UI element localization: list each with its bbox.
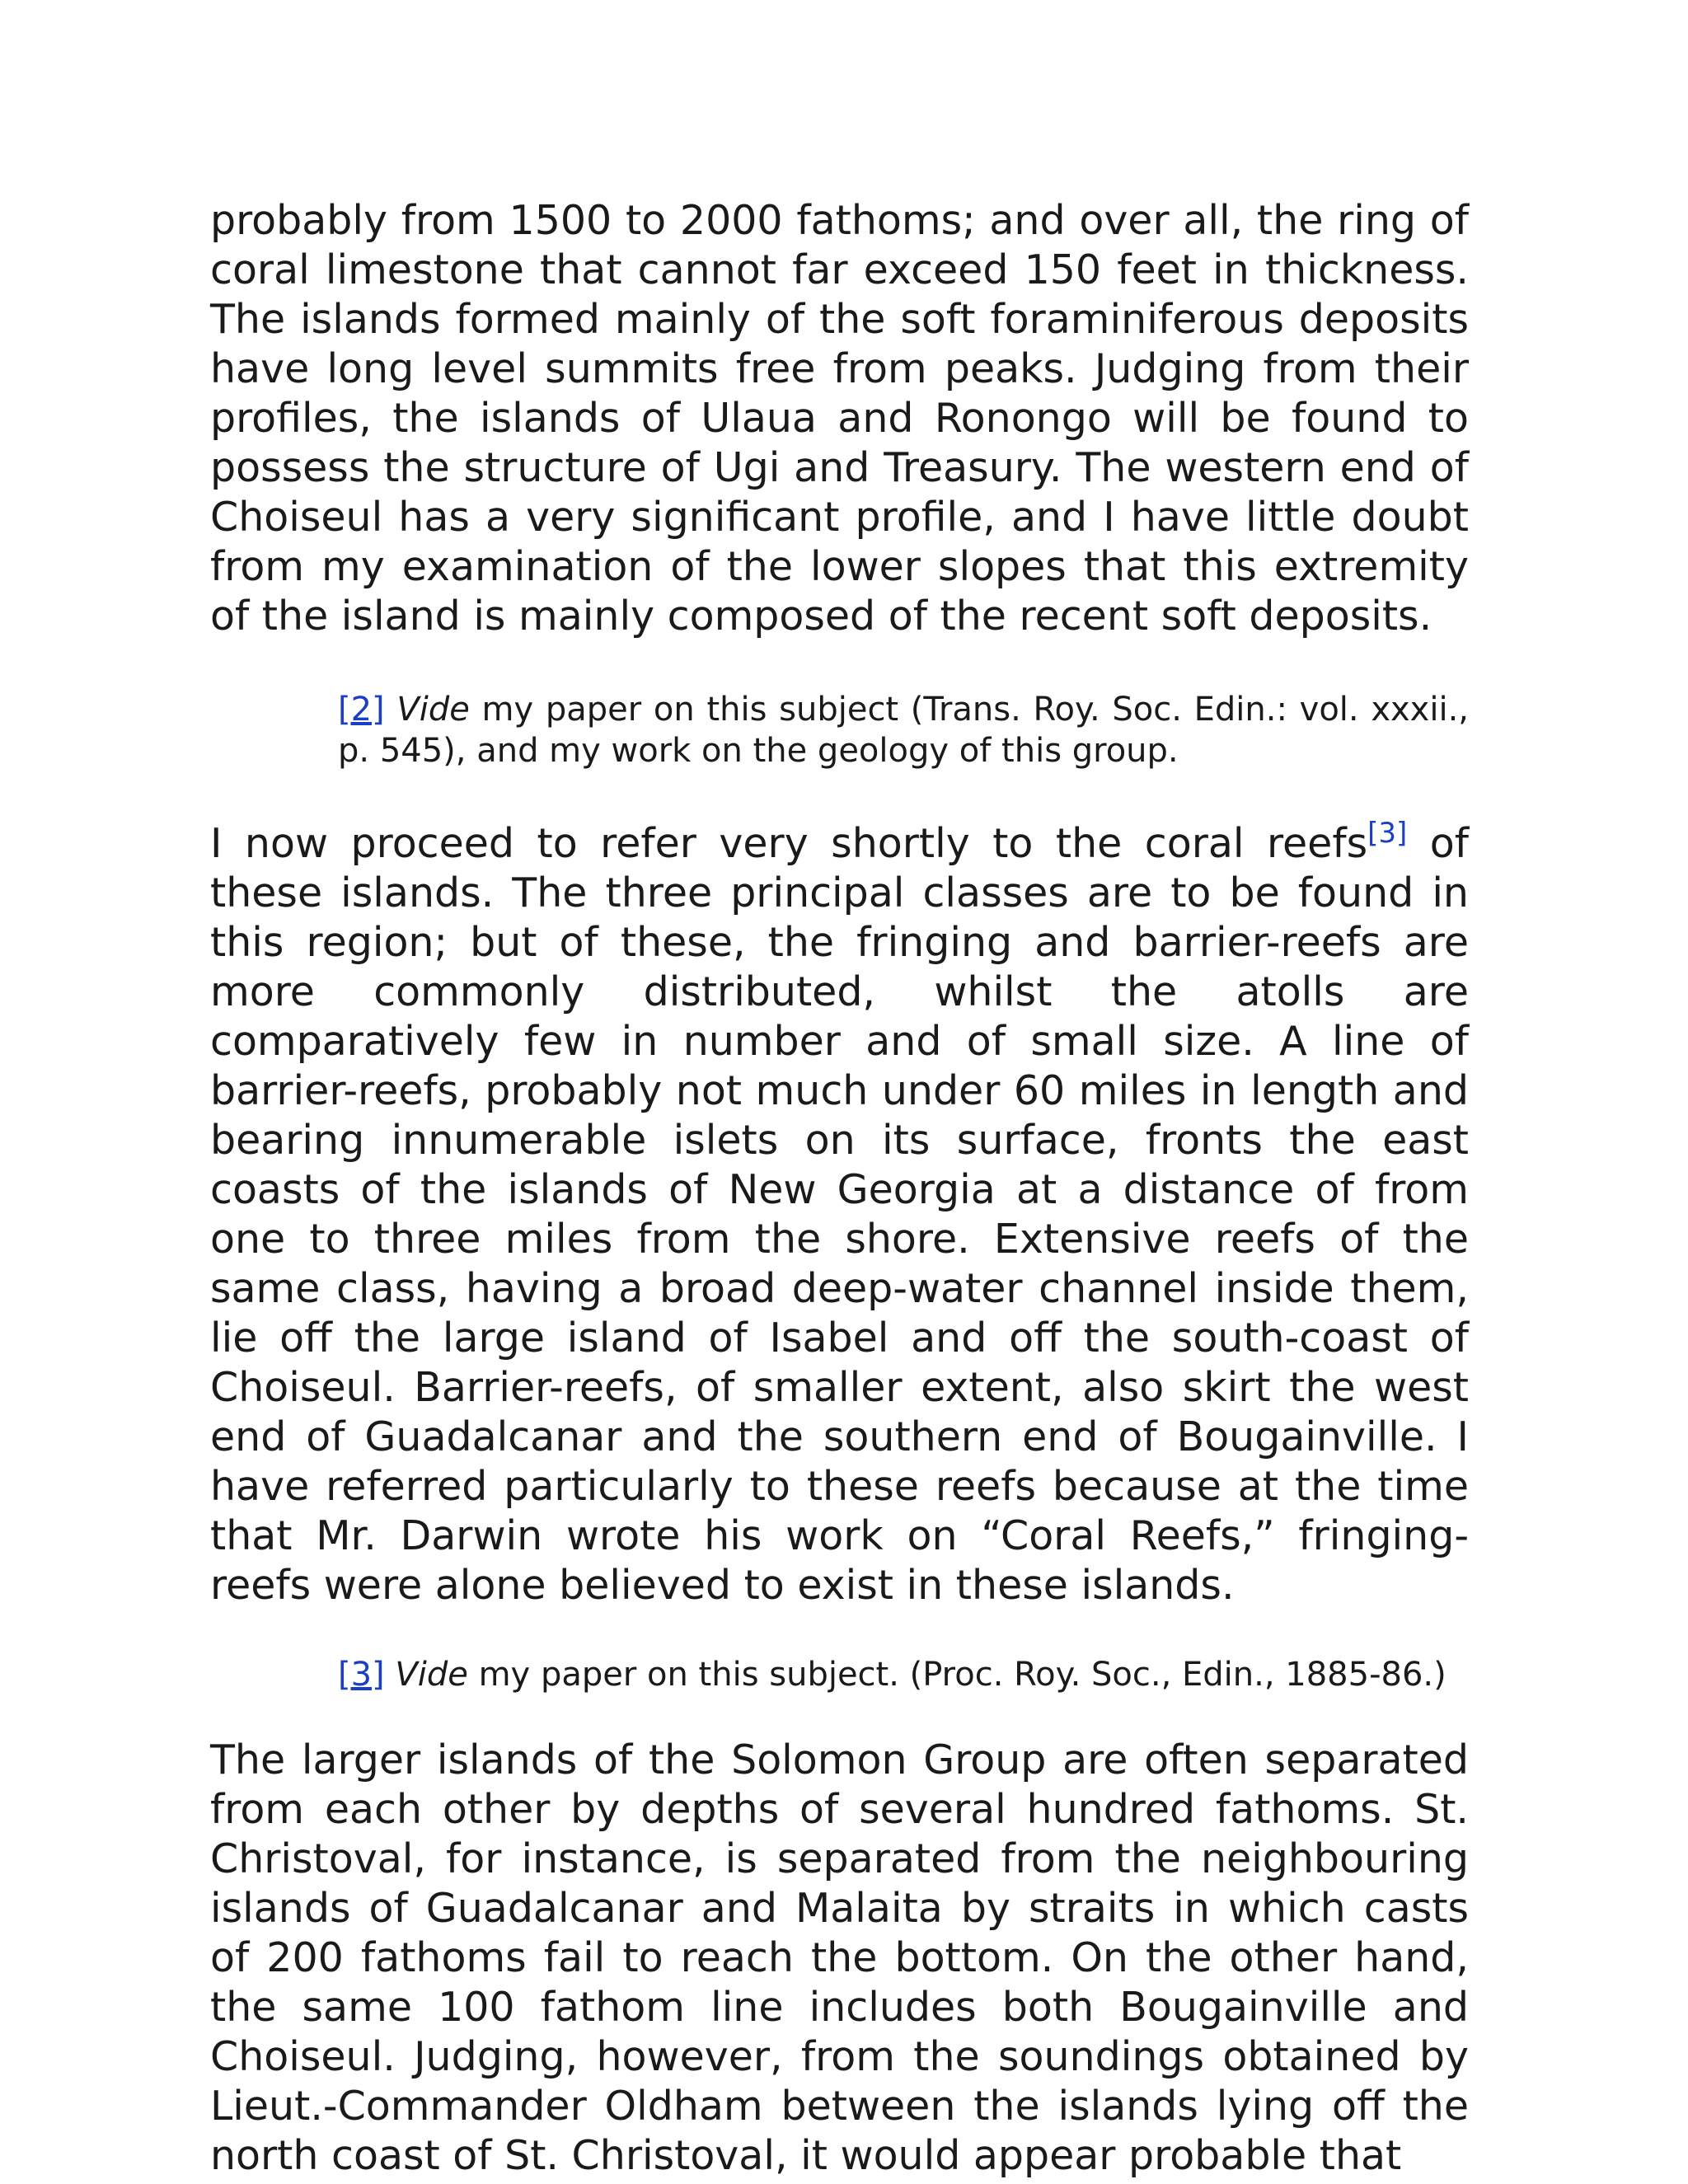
paragraph-text: I now proceed to refer very shortly to the coral reefs (210, 820, 1368, 867)
body-paragraph (210, 196, 1469, 641)
body-paragraph (210, 1736, 1469, 2181)
footnote-vide: Vide (395, 1656, 468, 1694)
paragraph-text: probably from 1500 to 2000 fathoms; and over all, the ring of coral limestone that cannot far exceed 150 feet in thickness. The islands formed mainly of the soft foraminiferous deposits have long level summits free from peaks. Judging from their profiles, the islands of Ulaua and Ronongo will be found to possess the structure of Ugi and Treasury. The western end of Choiseul has a very significant profile, and I have little doubt from my examination of the lower slopes that this extremity of the island is mainly composed of the recent soft deposits. (210, 197, 1469, 640)
footnote-reference-link[interactable]: [3] (1367, 817, 1408, 850)
footnote (338, 1654, 1469, 1695)
paragraph-text: of these islands. The three principal classes are to be found in this region; but of these, the fringing and barrier-reefs are more commonly distributed, whilst the atolls are comparatively few in number and of small size. A line of barrier-reefs, probably not much under 60 miles in length and bearing innumerable islets on its surface, fronts the east coasts of the islands of New Georgia at a distance of from one to three miles from the shore. Extensive reefs of the same class, having a broad deep-water channel inside them, lie off the large island of Isabel and off the south-coast of Choiseul. Barrier-reefs, of smaller extent, also skirt the west end of Guadalcanar and the southern end of Bougainville. I have referred particularly to these reefs because at the time that Mr. Darwin wrote his work on “Coral Reefs,” fringing-reefs were alone believed to exist in these islands. (210, 820, 1469, 1609)
document-page (210, 196, 1469, 2181)
footnote-marker-link[interactable]: [3] (338, 1656, 385, 1694)
footnote (338, 689, 1469, 771)
footnote-text: my paper on this subject (Trans. Roy. Soc. Edin.: vol. xxxii., p. 545), and my work on the geology of this group. (338, 691, 1469, 770)
body-paragraph (210, 819, 1469, 1610)
paragraph-text: The larger islands of the Solomon Group are often separated from each other by depths of several hundred fathoms. St. Christoval, for instance, is separated from the neighbouring islands of Guadalcanar and Malaita by straits in which casts of 200 fathoms fail to reach the bottom. On the other hand, the same 100 fathom line includes both Bougainville and Choiseul. Judging, however, from the soundings obtained by Lieut.-Commander Oldham between the islands lying off the north coast of St. Christoval, it would appear probable that (210, 1736, 1469, 2179)
footnote-vide: Vide (396, 691, 470, 729)
footnote-marker-link[interactable]: [2] (338, 691, 385, 729)
footnote-text: my paper on this subject. (Proc. Roy. Soc., Edin., 1885-86.) (467, 1656, 1447, 1694)
